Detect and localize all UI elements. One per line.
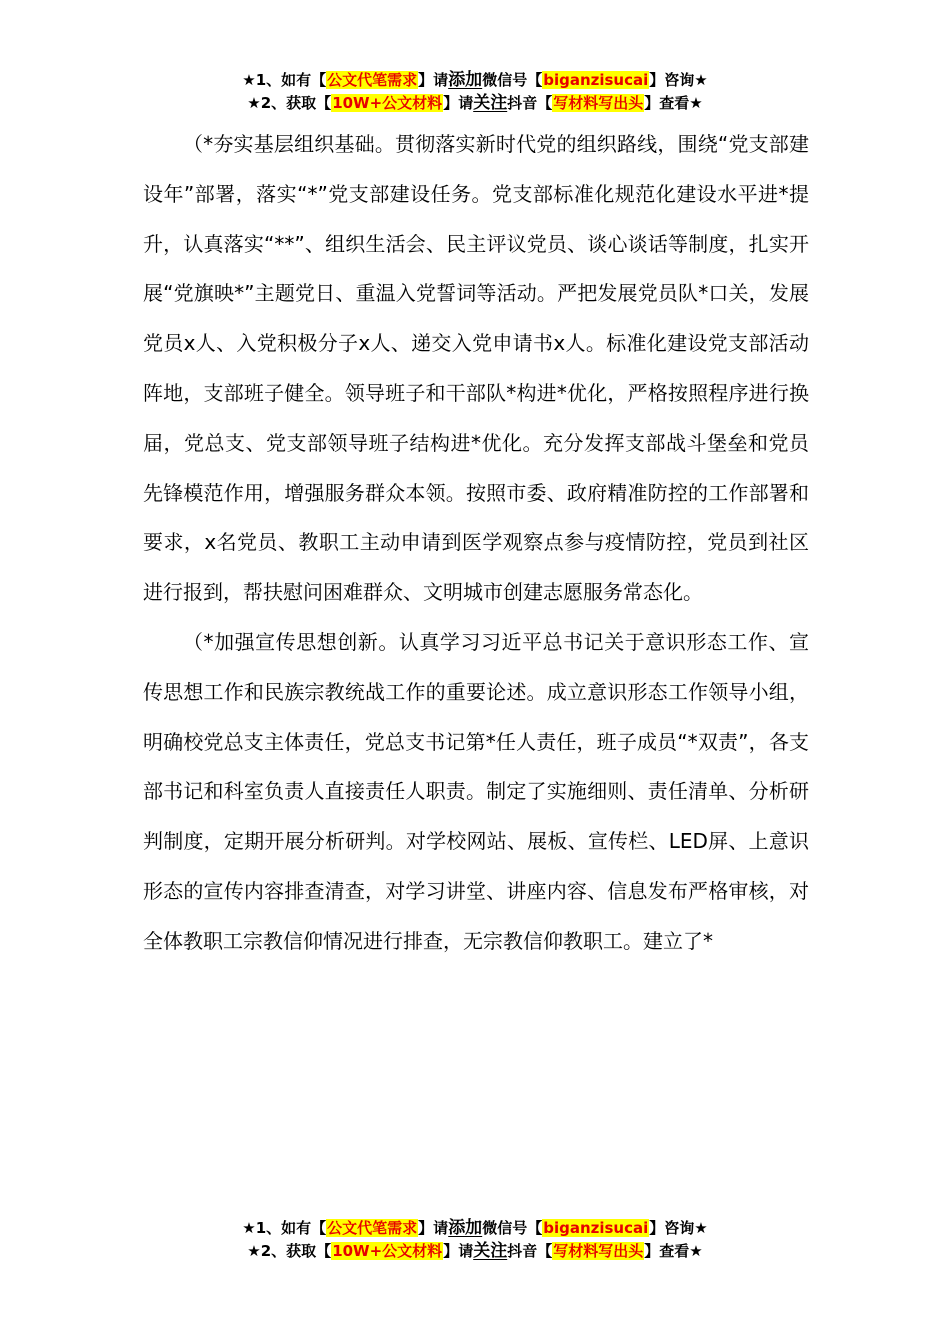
star-icon: ★ [247,1242,261,1260]
highlight-douyin: 写材料写出头 [553,94,644,112]
banner-text: 】查看 [644,1242,690,1260]
banner-text: 1、如有【 [255,1219,327,1237]
highlight-materials: 10W+公文材料 [332,94,443,112]
banner-text: 】请 [418,71,449,89]
banner-text: 微信号【 [482,1219,543,1237]
star-icon: ★ [694,71,708,89]
header-banner [0,69,950,115]
document-body [143,120,809,967]
banner-text: 2、获取【 [260,1242,332,1260]
banner-emphasis: 添加 [448,70,483,90]
banner-text: 】咨询 [649,1219,695,1237]
banner-text: 】查看 [644,94,690,112]
banner-emphasis: 关注 [473,1241,508,1261]
star-icon: ★ [242,71,256,89]
banner-text: 1、如有【 [255,71,327,89]
paragraph-propaganda: （*加强宣传思想创新。认真学习习近平总书记关于意识形态工作、宣传思想工作和民族宗教统战工作的重要论述。成立意识形态工作领导小组，明确校党总支主体责任，党总支书记第*任人责任，班子成员“*双责”，各支部书记和科室负责人直接责任人职责。制定了实施细则、责任清单、分析研判制度，定期开展分析研判。对学校网站、展板、宣传栏、LED屏、上意识形态的宣传内容排查清查，对学习讲堂、讲座内容、信息发布严格审核，对全体教职工宗教信仰情况进行排查，无宗教信仰教职工。建立了* [143,629,809,953]
star-icon: ★ [242,1219,256,1237]
banner-line-1 [0,69,950,92]
highlight-materials: 10W+公文材料 [332,1242,443,1260]
banner-line-2 [0,1240,950,1263]
banner-text: 】请 [443,94,474,112]
banner-text: 抖音【 [507,94,553,112]
banner-text: 】请 [418,1219,449,1237]
banner-text: 抖音【 [507,1242,553,1260]
banner-emphasis: 关注 [473,93,508,113]
star-icon: ★ [689,94,703,112]
banner-text: 】咨询 [649,71,695,89]
highlight-douyin: 写材料写出头 [553,1242,644,1260]
banner-line-2 [0,92,950,115]
banner-emphasis: 添加 [448,1218,483,1238]
banner-text: 2、获取【 [260,94,332,112]
star-icon: ★ [689,1242,703,1260]
highlight-wechat-id: biganzisucai [543,1219,649,1237]
highlight-service: 公文代笔需求 [327,71,418,89]
banner-line-1 [0,1217,950,1240]
banner-text: 】请 [443,1242,474,1260]
banner-text: 微信号【 [482,71,543,89]
paragraph-organization: （*夯实基层组织基础。贯彻落实新时代党的组织路线，围绕“党支部建设年”部署，落实“*”党支部建设任务。党支部标准化规范化建设水平进*提升，认真落实“**”、组织生活会、民主评议党员、谈心谈话等制度，扎实开展“党旗映*”主题党日、重温入党誓词等活动。严把发展党员队*口关，发展党员x人、入党积极分子x人、递交入党申请书x人。标准化建设党支部活动阵地，支部班子健全。领导班子和干部队*构进*优化，严格按照程序进行换届，党总支、党支部领导班子结构进*优化。充分发挥支部战斗堡垒和党员先锋模范作用，增强服务群众本领。按照市委、政府精准防控的工作部署和要求，x名党员、教职工主动申请到医学观察点参与疫情防控，党员到社区进行报到，帮扶慰问困难群众、文明城市创建志愿服务常态化。 [143,132,809,605]
star-icon: ★ [247,94,261,112]
highlight-service: 公文代笔需求 [327,1219,418,1237]
highlight-wechat-id: biganzisucai [543,71,649,89]
star-icon: ★ [694,1219,708,1237]
footer-banner [0,1217,950,1263]
